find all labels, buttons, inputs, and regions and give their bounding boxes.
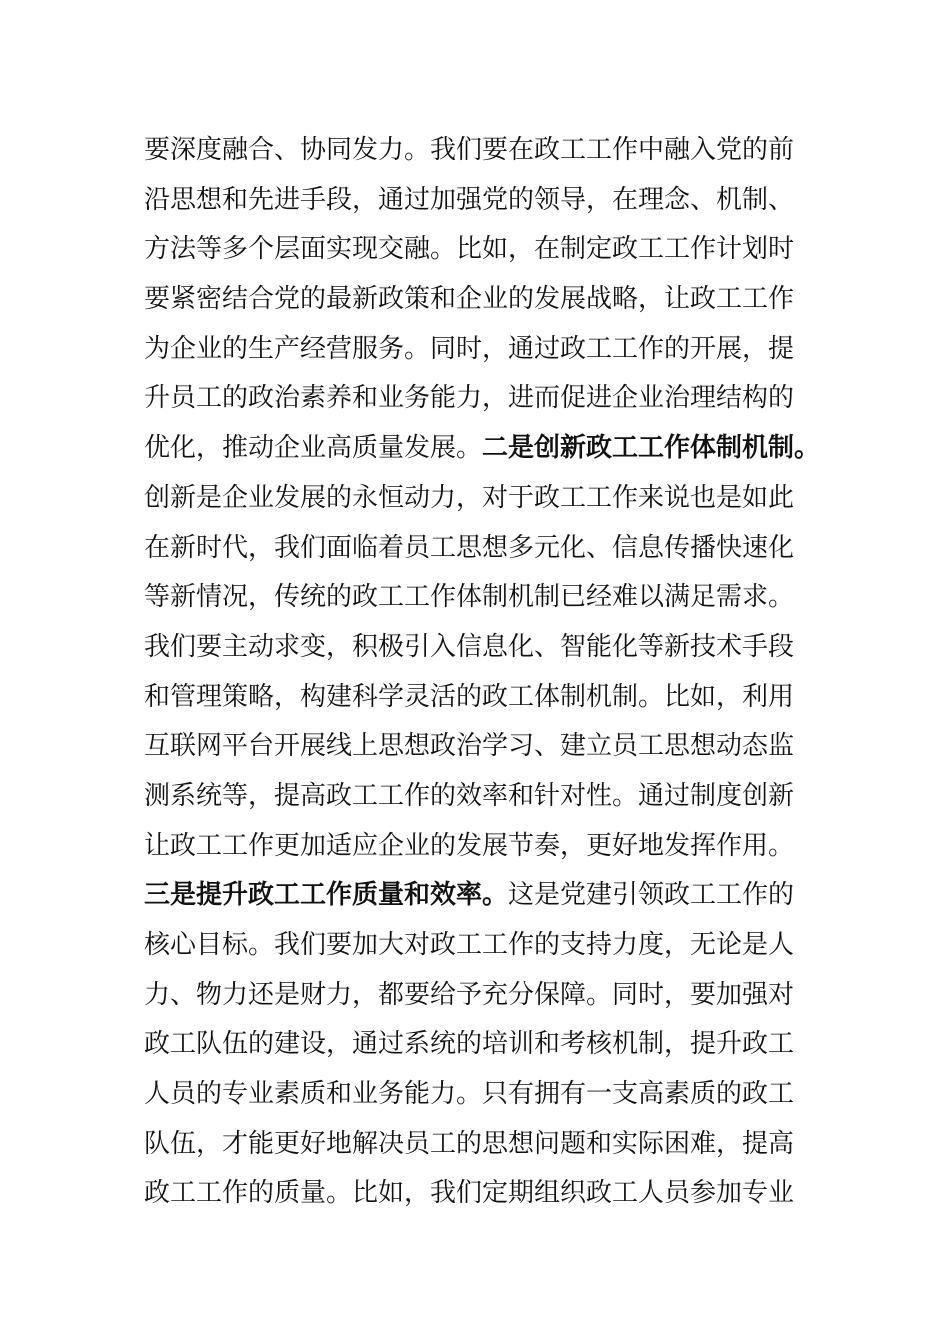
text-line-12	[144, 673, 844, 723]
text-line-8	[144, 474, 844, 524]
text-run: 创新是企业发展的永恒动力，对于政工工作来说也是如此	[144, 482, 795, 513]
text-run: 让政工工作更加适应企业的发展节奏，更好地发挥作用。	[144, 830, 795, 861]
text-run: 队伍，才能更好地解决员工的思想问题和实际困难，提高	[144, 1128, 795, 1159]
text-run: 方法等多个层面实现交融。比如，在制定政工工作计划时	[144, 234, 795, 265]
text-line-16	[144, 871, 844, 921]
body-text	[144, 126, 844, 1219]
bold-heading-third: 三是提升政工工作质量和效率。	[144, 880, 509, 911]
text-run: 测系统等，提高政工工作的效率和针对性。通过制度创新	[144, 780, 795, 811]
text-line-15	[144, 822, 844, 872]
text-line-5	[144, 325, 844, 375]
text-run: 沿思想和先进手段，通过加强党的领导，在理念、机制、	[144, 184, 795, 215]
text-run: 为企业的生产经营服务。同时，通过政工工作的开展，提	[144, 333, 795, 364]
text-run: 政工工作的质量。比如，我们定期组织政工人员参加专业	[144, 1178, 795, 1209]
text-line-4	[144, 275, 844, 325]
text-run: 人员的专业素质和业务能力。只有拥有一支高素质的政工	[144, 1079, 795, 1110]
text-run: 升员工的政治素养和业务能力，进而促进企业治理结构的	[144, 383, 795, 414]
text-line-1	[144, 126, 844, 176]
text-line-17	[144, 921, 844, 971]
text-run: 我们要主动求变，积极引入信息化、智能化等新技术手段	[144, 631, 795, 662]
text-line-7	[144, 424, 844, 474]
text-line-11	[144, 623, 844, 673]
bold-heading-second: 二是创新政工工作体制机制。	[482, 433, 821, 464]
text-run: 优化，推动企业高质量发展。	[144, 433, 483, 464]
text-line-9	[144, 524, 844, 574]
text-run: 互联网平台开展线上思想政治学习、建立员工思想动态监	[144, 731, 795, 762]
text-line-10	[144, 573, 844, 623]
text-run: 力、物力还是财力，都要给予充分保障。同时，要加强对	[144, 979, 795, 1010]
text-run: 核心目标。我们要加大对政工工作的支持力度，无论是人	[144, 930, 795, 960]
text-line-20	[144, 1070, 844, 1120]
text-line-19	[144, 1020, 844, 1070]
text-run: 要紧密结合党的最新政策和企业的发展战略，让政工工作	[144, 284, 795, 315]
text-run: 政工队伍的建设，通过系统的培训和考核机制，提升政工	[144, 1029, 795, 1060]
text-line-18	[144, 971, 844, 1021]
text-line-14	[144, 772, 844, 822]
text-run: 要深度融合、协同发力。我们要在政工工作中融入党的前	[144, 135, 795, 165]
text-run: 在新时代，我们面临着员工思想多元化、信息传播快速化	[144, 532, 795, 563]
text-run: 这是党建引领政工工作的	[508, 880, 795, 911]
text-run: 和管理策略，构建科学灵活的政工体制机制。比如，利用	[144, 681, 795, 712]
text-line-2	[144, 176, 844, 226]
text-line-3	[144, 225, 844, 275]
text-line-21	[144, 1120, 844, 1170]
text-line-22	[144, 1169, 844, 1219]
text-run: 等新情况，传统的政工工作体制机制已经难以满足需求。	[144, 582, 795, 613]
text-line-13	[144, 722, 844, 772]
text-line-6	[144, 374, 844, 424]
